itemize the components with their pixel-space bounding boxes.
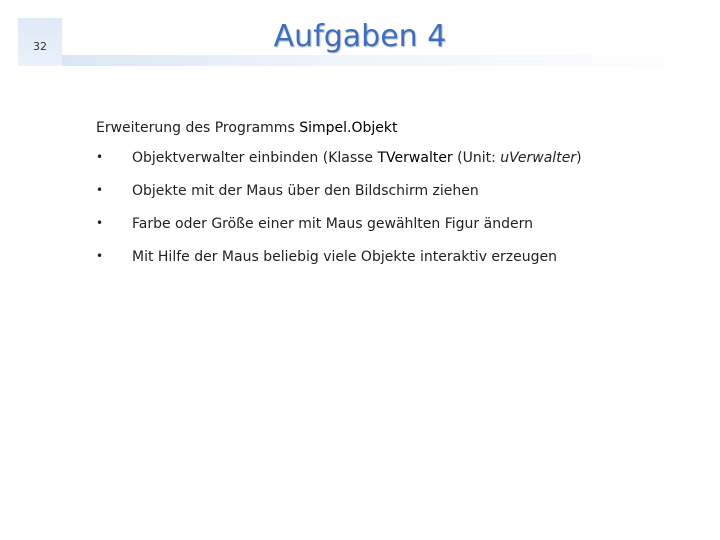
page-number: 32 <box>33 40 47 53</box>
bullet-text: Farbe oder Größe einer mit Maus gewählten Figur ändern <box>132 216 533 232</box>
program-name: Simpel.Objekt <box>299 120 398 136</box>
intro-line <box>96 120 397 136</box>
unit-name: uVerwalter <box>500 150 577 166</box>
title-band <box>62 55 720 66</box>
bullet-text: Objekte mit der Maus über den Bildschirm ziehen <box>132 183 479 199</box>
class-name: TVerwalter <box>377 150 453 166</box>
bullet-icon: • <box>96 183 104 197</box>
slide-title: Aufgaben 4 <box>273 19 447 54</box>
page-number-box <box>18 18 62 66</box>
bullet-text <box>132 150 582 166</box>
bullet-prefix: Objektverwalter einbinden (Klasse <box>132 150 378 166</box>
bullet-middle: (Unit: <box>452 150 501 166</box>
intro-text: Erweiterung des Programms <box>96 120 300 136</box>
bullet-icon: • <box>96 216 104 230</box>
bullet-suffix: ) <box>576 150 582 166</box>
bullet-text: Mit Hilfe der Maus beliebig viele Objekte interaktiv erzeugen <box>132 249 558 265</box>
bullet-icon: • <box>96 249 104 263</box>
bullet-icon: • <box>96 150 104 164</box>
